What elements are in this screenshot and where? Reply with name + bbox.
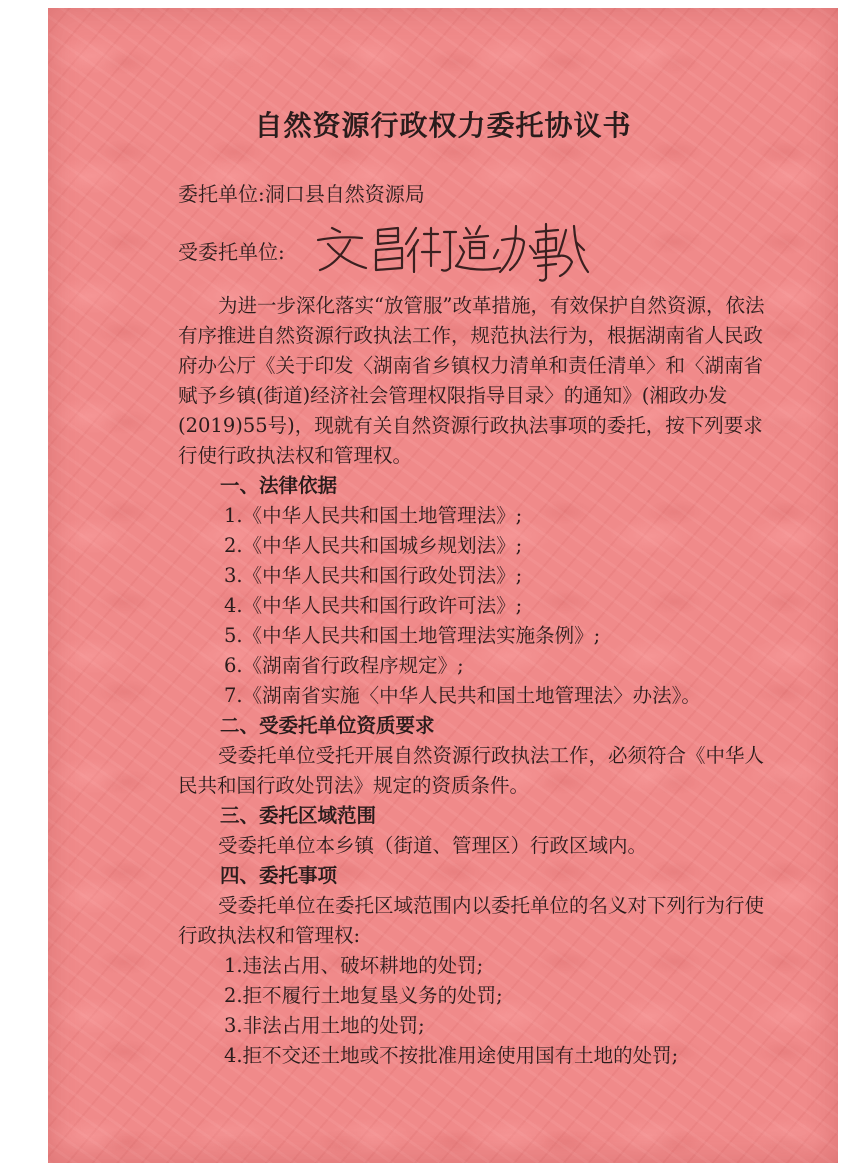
section-heading-legal-basis: 一、法律依据 bbox=[220, 474, 338, 497]
section-heading-qualification: 二、受委托单位资质要求 bbox=[220, 714, 435, 737]
delegatee-label: 受委托单位: bbox=[178, 240, 285, 264]
section-heading-scope: 三、委托区域范围 bbox=[220, 804, 377, 827]
matter-item: 3.非法占用土地的处罚; bbox=[224, 1014, 425, 1037]
law-item: 6.《湖南省行政程序规定》; bbox=[224, 654, 464, 677]
law-item: 1.《中华人民共和国土地管理法》; bbox=[224, 504, 523, 527]
matter-item: 2.拒不履行土地复垦义务的处罚; bbox=[224, 984, 503, 1007]
law-item: 3.《中华人民共和国行政处罚法》; bbox=[224, 564, 523, 587]
qualification-text: 受委托单位受托开展自然资源行政执法工作，必须符合《中华人民共和国行政处罚法》规定的资质条件。 bbox=[178, 744, 765, 797]
law-item: 4.《中华人民共和国行政许可法》; bbox=[224, 594, 523, 617]
law-item: 7.《湖南省实施〈中华人民共和国土地管理法〉办法》。 bbox=[224, 684, 701, 707]
section-heading-matters: 四、委托事项 bbox=[220, 864, 338, 887]
matter-item: 1.违法占用、破坏耕地的处罚; bbox=[224, 954, 484, 977]
law-item: 5.《中华人民共和国土地管理法实施条例》; bbox=[224, 624, 601, 647]
matter-item: 4.拒不交还土地或不按批准用途使用国有土地的处罚; bbox=[224, 1044, 679, 1067]
document-title: 自然资源行政权力委托协议书 bbox=[254, 109, 632, 142]
scope-text: 受委托单位本乡镇（街道、管理区）行政区域内。 bbox=[218, 834, 648, 857]
document-body bbox=[178, 291, 778, 1071]
intro-paragraph: 为进一步深化落实“放管服”改革措施，有效保护自然资源，依法有序推进自然资源行政执法工作，规范执法行为，根据湖南省人民政府办公厅《关于印发〈湖南省乡镇权力清单和责任清单〉和〈湖南省赋予乡镇(街道)经济社会管理权限指导目录〉的通知》(湘政办发(2019)55号)，现就有关自然资源行政执法事项的委托，按下列要求行使行政执法权和管理权。 bbox=[178, 294, 765, 467]
document-page bbox=[48, 8, 838, 1163]
delegator-line: 委托单位:洞口县自然资源局 bbox=[178, 182, 425, 206]
handwritten-signature bbox=[310, 206, 590, 286]
law-item: 2.《中华人民共和国城乡规划法》; bbox=[224, 534, 523, 557]
matters-text: 受委托单位在委托区域范围内以委托单位的名义对下列行为行使行政执法权和管理权: bbox=[178, 894, 765, 947]
